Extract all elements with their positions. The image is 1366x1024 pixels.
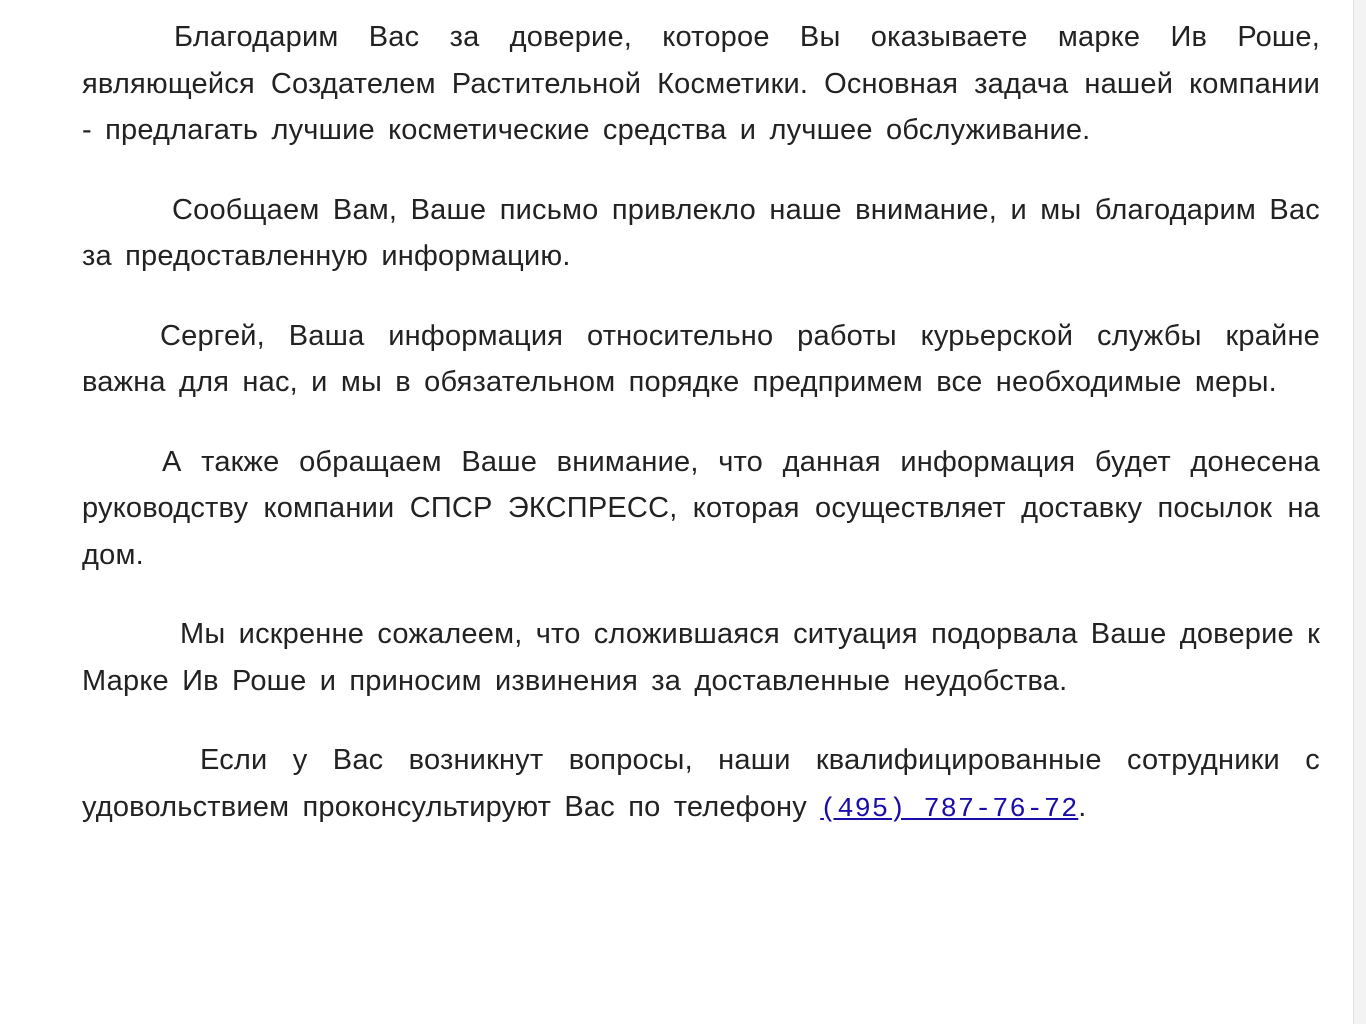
- paragraph-courier-info: Сергей, Ваша информация относительно работы курьерской службы крайне важна для нас, и мы в обязательном порядке предпримем все необходимые меры.: [82, 319, 1320, 398]
- scrollbar-track[interactable]: [1353, 0, 1366, 1024]
- phone-link[interactable]: (495) 787-76-72: [820, 794, 1079, 825]
- paragraph-apology: Мы искренне сожалеем, что сложившаяся ситуация подорвала Ваше доверие к Марке Ив Роше и приносим извинения за доставленные неудобства.: [82, 618, 1320, 697]
- contact-text: Если у Вас возникнут вопросы, наши квалифицированные сотрудники с удовольствием проконсультируют Вас по телефону: [82, 744, 1320, 823]
- letter-body: [82, 14, 1320, 833]
- paragraph-contact: [82, 737, 1320, 833]
- contact-end-period: .: [1078, 790, 1087, 823]
- paragraph-letter-noticed: Сообщаем Вам, Ваше письмо привлекло наше внимание, и мы благодарим Вас за предоставленную информацию.: [82, 193, 1320, 272]
- paragraph-spsr-express: А также обращаем Ваше внимание, что данная информация будет донесена руководству компании СПСР ЭКСПРЕСС, которая осуществляет доставку посылок на дом.: [82, 445, 1320, 571]
- paragraph-gratitude: Благодарим Вас за доверие, которое Вы оказываете марке Ив Роше, являющейся Создателем Растительной Косметики. Основная задача нашей компании - предлагать лучшие косметические средства и лучшее обслуживание.: [82, 21, 1320, 146]
